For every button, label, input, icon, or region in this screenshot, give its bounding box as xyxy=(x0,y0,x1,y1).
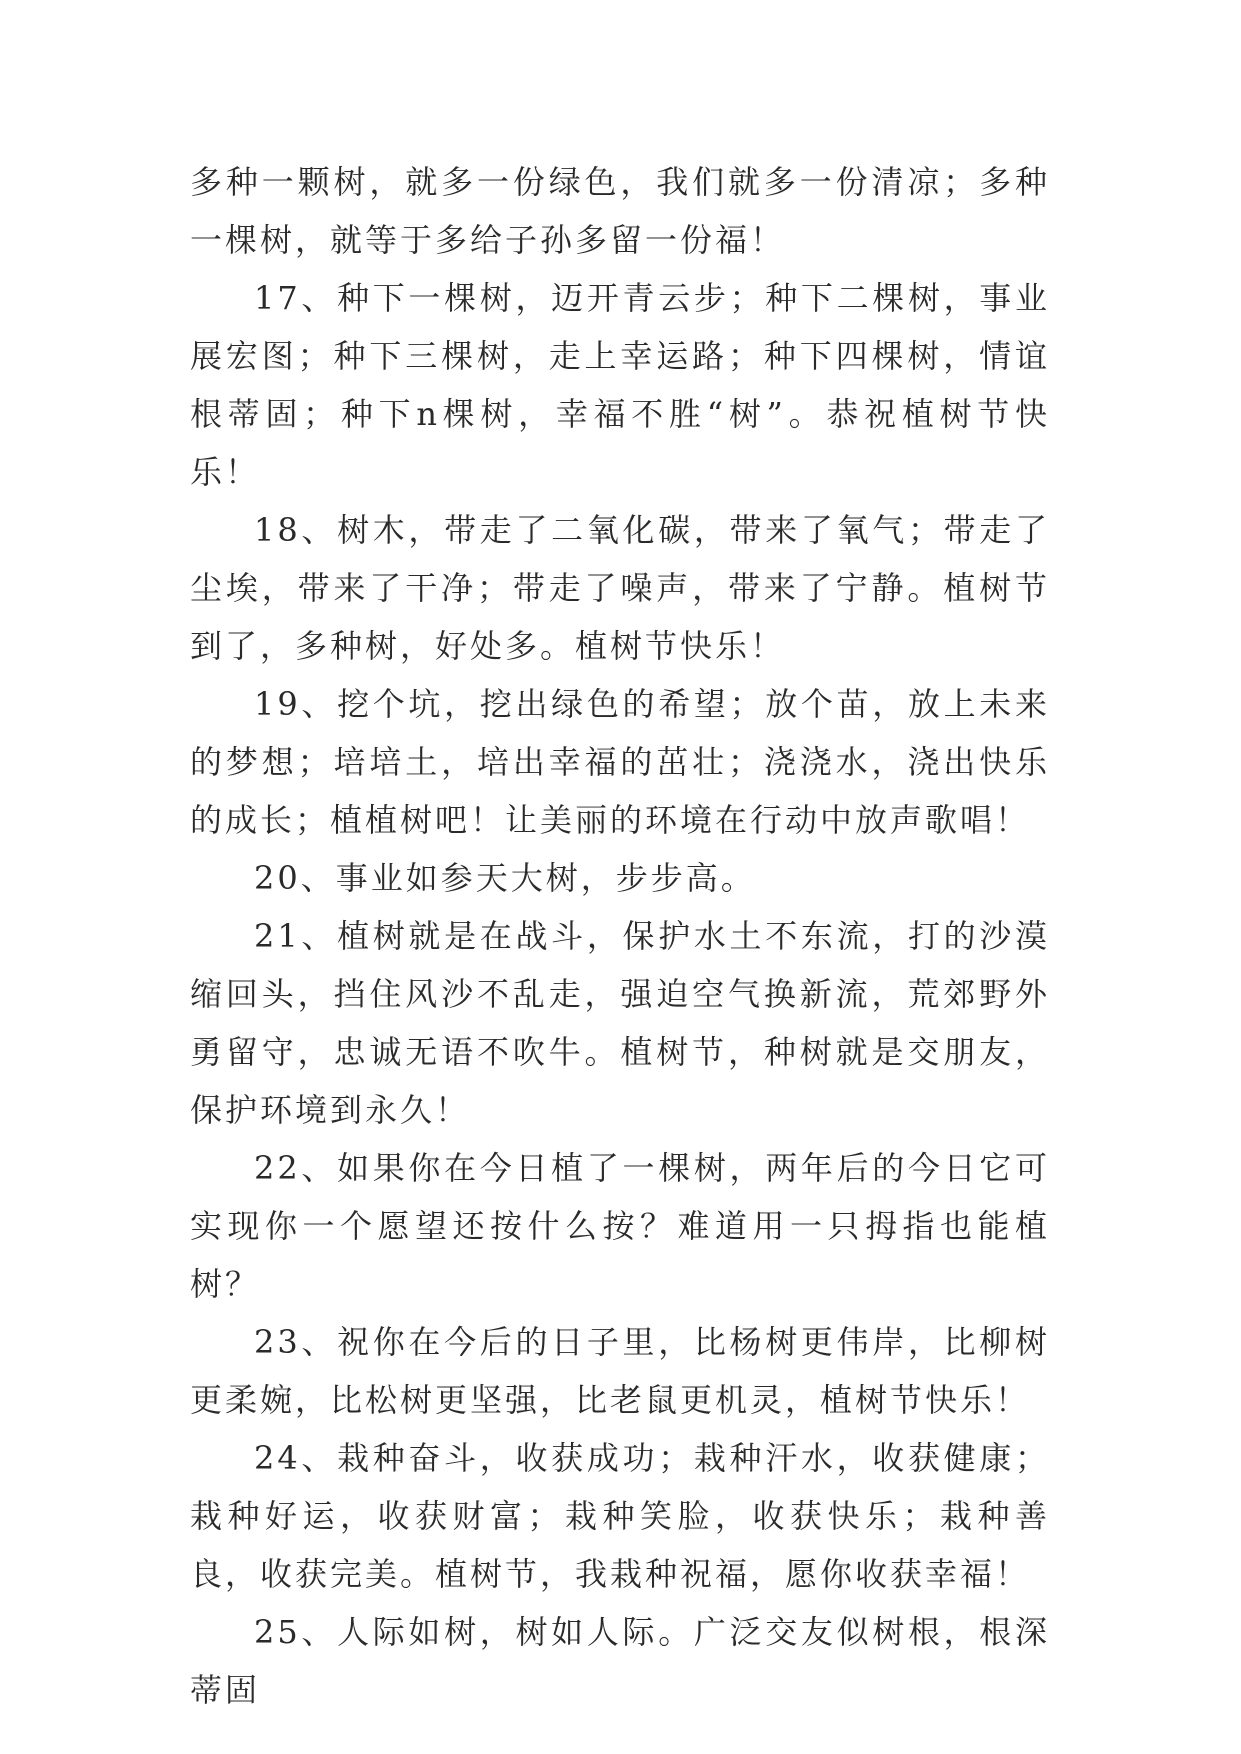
paragraph-19: 19、挖个坑，挖出绿色的希望；放个苗，放上未来的梦想；培培土，培出幸福的茁壮；浇浇水，浇出快乐的成长；植植树吧！让美丽的环境在行动中放声歌唱！ xyxy=(190,685,1050,839)
paragraph-25: 25、人际如树，树如人际。广泛交友似树根，根深蒂固 xyxy=(190,1613,1050,1709)
paragraph-intro: 多种一颗树，就多一份绿色，我们就多一份清凉；多种一棵树，就等于多给子孙多留一份福！ xyxy=(190,163,1050,259)
document-body xyxy=(190,153,1050,1719)
paragraph-20: 20、事业如参天大树，步步高。 xyxy=(254,859,756,897)
paragraph-21: 21、植树就是在战斗，保护水土不东流，打的沙漠缩回头，挡住风沙不乱走，强迫空气换新流，荒郊野外勇留守，忠诚无语不吹牛。植树节，种树就是交朋友，保护环境到永久！ xyxy=(190,917,1050,1129)
paragraph-22: 22、如果你在今日植了一棵树，两年后的今日它可实现你一个愿望还按什么按？难道用一只拇指也能植树？ xyxy=(190,1149,1050,1303)
paragraph-23: 23、祝你在今后的日子里，比杨树更伟岸，比柳树更柔婉，比松树更坚强，比老鼠更机灵，植树节快乐！ xyxy=(190,1323,1050,1419)
paragraph-24: 24、栽种奋斗，收获成功；栽种汗水，收获健康；栽种好运，收获财富；栽种笑脸，收获快乐；栽种善良，收获完美。植树节，我栽种祝福，愿你收获幸福！ xyxy=(190,1439,1050,1593)
paragraph-17: 17、种下一棵树，迈开青云步；种下二棵树，事业展宏图；种下三棵树，走上幸运路；种下四棵树，情谊根蒂固；种下n棵树，幸福不胜“树”。恭祝植树节快乐！ xyxy=(190,279,1050,491)
paragraph-18: 18、树木，带走了二氧化碳，带来了氧气；带走了尘埃，带来了干净；带走了噪声，带来了宁静。植树节到了，多种树，好处多。植树节快乐！ xyxy=(190,511,1050,665)
